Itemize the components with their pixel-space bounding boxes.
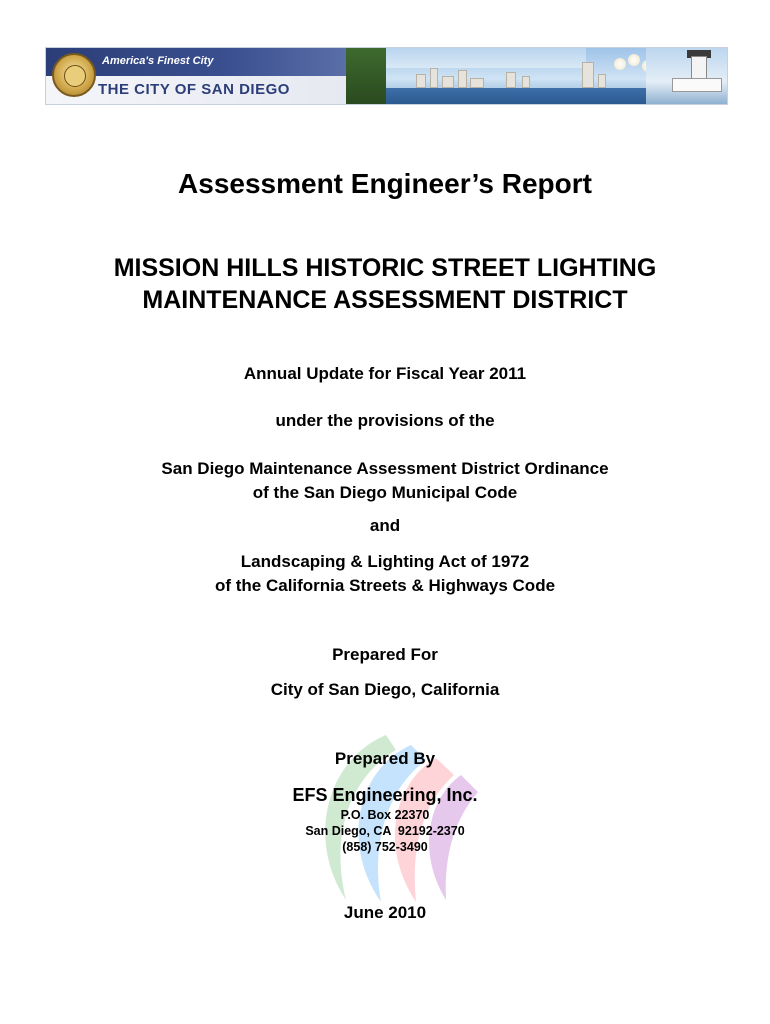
report-title: Assessment Engineer’s Report bbox=[178, 168, 592, 199]
report-date: June 2010 bbox=[343, 903, 427, 922]
annual-update: Annual Update for Fiscal Year 2011 bbox=[243, 364, 527, 383]
ordinance-line1: San Diego Maintenance Assessment District Ordinance bbox=[161, 459, 609, 478]
ordinance-line2: of the San Diego Municipal Code bbox=[252, 483, 518, 502]
act-line2: of the California Streets & Highways Code bbox=[214, 576, 556, 595]
prepared-for-name: City of San Diego, California bbox=[270, 680, 500, 699]
banner-tagline: America's Finest City bbox=[102, 55, 214, 67]
and-text: and bbox=[369, 516, 401, 535]
city-banner bbox=[45, 47, 728, 105]
district-name-line1: MISSION HILLS HISTORIC STREET LIGHTING bbox=[113, 254, 657, 282]
banner-city-name: THE CITY OF SAN DIEGO bbox=[98, 81, 290, 98]
company-address bbox=[0, 807, 770, 855]
keeper-house bbox=[672, 78, 722, 92]
district-name bbox=[0, 252, 770, 316]
san-diego-skyline-photo bbox=[346, 48, 727, 104]
phone-number: (858) 752-3490 bbox=[342, 840, 428, 854]
act-block bbox=[0, 550, 770, 598]
palm-tree-icon bbox=[346, 48, 386, 104]
act-line1: Landscaping & Lighting Act of 1972 bbox=[240, 552, 530, 571]
prepared-by-label: Prepared By bbox=[334, 749, 436, 768]
prepared-for-label: Prepared For bbox=[332, 645, 438, 664]
ordinance-block bbox=[0, 457, 770, 505]
company-name: EFS Engineering, Inc. bbox=[292, 785, 478, 805]
po-box: P.O. Box 22370 bbox=[340, 808, 430, 822]
city-state-zip: San Diego, CA 92192-2370 bbox=[305, 824, 465, 838]
city-seal-icon bbox=[52, 53, 96, 97]
provisions-text: under the provisions of the bbox=[275, 411, 495, 430]
district-name-line2: MAINTENANCE ASSESSMENT DISTRICT bbox=[142, 286, 628, 314]
